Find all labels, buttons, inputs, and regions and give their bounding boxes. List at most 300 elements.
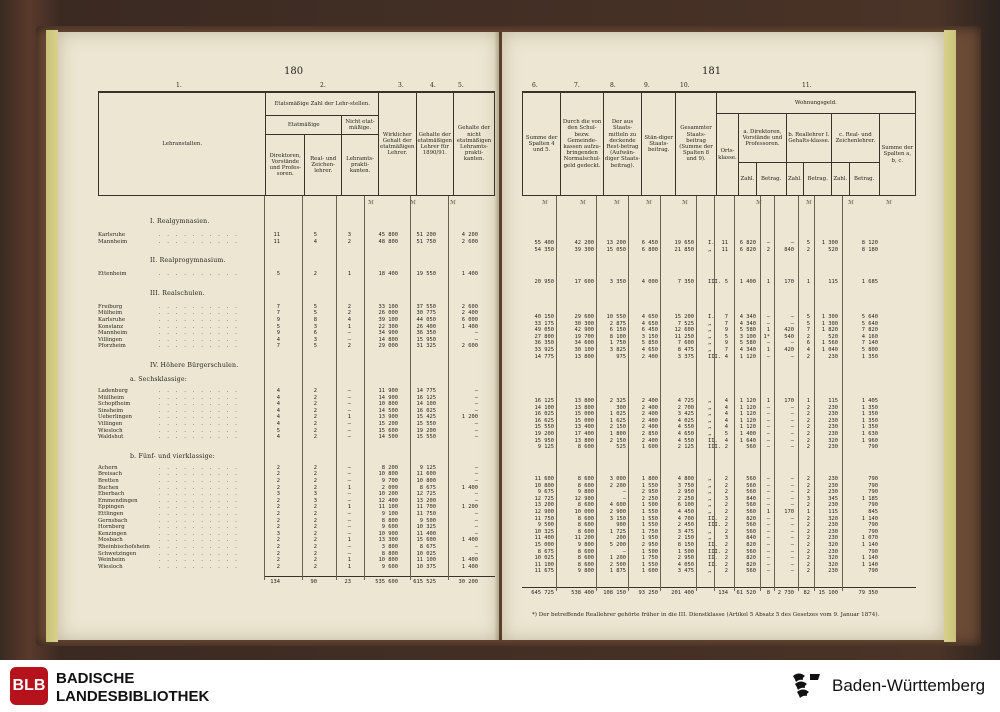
cell-c2a: 3 [276,491,280,498]
cell-c4: 11 700 [416,504,436,511]
column-rule [448,196,449,580]
cell-ab: 5 580 [739,340,756,347]
cell-c2c: — [347,517,351,524]
cell-ab: 820 [746,561,756,568]
cell-c2b: 3 [313,336,317,343]
cell-bz: — [766,437,770,444]
column-rule [660,196,661,591]
cell-c6: 10 325 [534,528,554,535]
cell-c8: 2 900 [609,509,626,515]
cell-cz: 5 [806,240,810,246]
totals-row [502,590,944,597]
cell-c7: 42 900 [574,327,594,334]
cell-bb: — [790,548,794,555]
col-number: 4. [430,82,436,89]
cell-c10: 4 800 [677,476,694,482]
cell-c6: 20 950 [534,279,554,285]
cell-bb: 840 [784,246,794,253]
cell-s: 1 350 [861,404,878,411]
page-edges-right [944,30,956,642]
unit-row [502,200,944,207]
page-number: 181 [702,66,722,77]
cell-c5: 1 200 [461,504,478,511]
cell-c9: 1 800 [641,476,658,482]
cell-c3: 26 000 [378,310,398,317]
school-name: Ettlingen [98,511,124,517]
cell-s: 1 630 [861,431,878,437]
unit-label: ℳ [580,200,586,206]
header-gehalte-nicht-etat: Gehalte der nicht etatmäßigen Lehramts-prakti-kanten. [454,93,495,196]
cell-c9: 2 950 [641,542,658,548]
cell-c10: 12 600 [674,327,694,334]
cell-bz: — [766,353,770,360]
cell-bz: — [766,424,770,431]
cell-bz: — [766,240,770,246]
total-bb: 2 730 [777,590,794,596]
cell-c10: 2 950 [677,555,694,562]
cell-c9: 2 400 [641,411,658,418]
cell-ok: „ [708,320,712,327]
cell-cb: 230 [828,528,838,535]
cell-c9: 5 850 [641,340,658,347]
cell-c5: 2 400 [461,310,478,317]
page-edges-left [46,30,58,642]
cell-cb: 230 [828,535,838,542]
blb-logo[interactable]: BLB [10,667,48,705]
cell-ab: 6 820 [739,240,756,246]
cell-bz: — [766,535,770,542]
cell-c5: 4 200 [461,232,478,238]
cell-c2a: 3 [276,530,280,537]
cell-c9: 2 950 [641,489,658,496]
cell-c3: 9 700 [381,478,398,484]
cell-c5: 1 200 [461,414,478,421]
cell-c5: — [474,421,478,427]
column-rule [336,196,337,580]
cell-s: 1 350 [861,353,878,360]
total-c2a: 134 [270,579,280,586]
cell-cz: 3 [806,495,810,502]
col-number: 9. [644,82,650,89]
cell-c2c: 1 [347,271,351,278]
cell-c4: 9 125 [419,464,436,471]
cell-c3: 10 800 [378,471,398,478]
cell-c4: 14 100 [416,401,436,408]
unit-label: ℳ [756,200,762,206]
cell-c2b: 2 [313,550,317,557]
cell-c2a: 4 [276,388,280,394]
leader-dots: . . . . . . . . . . [158,563,239,570]
cell-c7: 30 100 [574,347,594,353]
cell-c7: 8 600 [577,515,594,522]
cell-cz: 2 [806,502,810,509]
cell-cz: 2 [806,353,810,360]
school-name: Eberbach [98,491,125,498]
section-subtitle: a. Sechsklassige: [130,376,188,383]
cell-ab: 1 400 [739,279,756,285]
cell-c2b: 5 [313,232,317,238]
cell-c10: 7 600 [677,340,694,347]
cell-c2b: 2 [313,504,317,511]
cell-c4: 11 600 [416,471,436,478]
header-gehalte-1890: Gehalte der etatmäßigen Lehrer für 1890/91. [416,93,454,196]
cell-c7: 30 300 [574,320,594,327]
cell-c2b: 5 [313,303,317,310]
cell-c2b: 2 [313,537,317,544]
cell-c2a: 11 [273,232,280,238]
cell-c9: 1 950 [641,535,658,542]
cell-c5: — [474,478,478,484]
cell-c8: 2 150 [609,437,626,444]
left-table-header [98,92,495,196]
cell-c4: 9 500 [419,517,436,524]
leader-dots: . . . . . . . . . . [158,323,239,330]
school-name: Emmendingen [98,497,138,504]
cell-c2b: 2 [313,464,317,471]
cell-c9: 2 400 [641,424,658,431]
leader-dots: . . . . . . . . . . [158,271,239,278]
cell-c2b: 4 [313,238,317,245]
cell-cz: 2 [806,528,810,535]
cell-c6: 55 400 [534,240,554,246]
cell-c8: 13 200 [606,240,626,246]
cell-c2b: 8 [313,317,317,323]
cell-cz: 2 [806,489,810,496]
cell-bz: 1 [766,279,770,285]
cell-c3: 15 200 [378,421,398,427]
leader-dots: . . . . . . . . . . [158,232,239,238]
cell-c2a: 7 [276,303,280,310]
cell-c2b: 2 [313,421,317,427]
cell-c10: 4 550 [677,437,694,444]
leader-dots: . . . . . . . . . . [158,524,239,531]
cell-bz: — [766,404,770,411]
cell-ab: 840 [746,535,756,542]
cell-c2a: 2 [276,504,280,511]
cell-c10: 2 450 [677,522,694,529]
cell-c6: 16 025 [534,411,554,418]
cell-cz: 2 [806,515,810,522]
cell-c2a: 2 [276,484,280,491]
header-gesamt: Gesammter Staats-beitrag (Summe der Spalten 8 und 9). [676,93,716,196]
total-cz: 82 [803,590,810,596]
total-c2c: 23 [344,579,351,586]
cell-ok: „ [708,489,712,496]
cell-c2c: 3 [347,232,351,238]
cell-ok: „ [708,398,712,404]
cell-az: 4 [724,398,728,404]
cell-c4: 10 325 [416,524,436,531]
cell-cb: 1 040 [821,347,838,353]
school-name: Villingen [98,336,123,343]
cell-c3: 10 200 [378,491,398,498]
cell-c4: 44 050 [416,317,436,323]
cell-c2b: 5 [313,343,317,350]
cell-c7: 42 200 [574,240,594,246]
cell-c9: 4 650 [641,314,658,320]
cell-s: 790 [868,476,878,482]
cell-c5: — [474,491,478,498]
header-direktoren: Direktoren, Vorstände und Profes-soren. [266,135,305,196]
cell-bb: — [790,320,794,327]
leader-dots: . . . . . . . . . . [158,238,239,245]
cell-c5: — [474,464,478,471]
cell-bb: — [790,411,794,418]
cell-c8: 3 350 [609,279,626,285]
total-c3: 535 600 [375,579,398,586]
col-number: 3. [398,82,404,89]
cell-s: 7 140 [861,340,878,347]
cell-c8: 2 150 [609,424,626,431]
school-name: Wiesloch [98,563,123,570]
cell-s: 845 [868,509,878,515]
cell-c7: 8 600 [577,502,594,509]
cell-az: 4 [724,437,728,444]
cell-c2c: — [347,491,351,498]
cell-c3: 18 400 [378,271,398,278]
cell-c3: 8 800 [381,517,398,524]
cell-c2c: 4 [347,317,351,323]
cell-bb: — [790,528,794,535]
column-rule [842,196,843,591]
cell-c4: 11 750 [416,511,436,517]
cell-s: 1 185 [861,495,878,502]
cell-c2b: 2 [313,530,317,537]
total-c2b: 90 [310,579,317,586]
cell-c8: 2 325 [609,398,626,404]
total-bz: 8 [766,590,770,596]
cell-c5: 6 000 [461,317,478,323]
cell-ab: 5 580 [739,327,756,334]
cell-c9: 2 400 [641,353,658,360]
cell-c6: 11 100 [534,561,554,568]
leader-dots: . . . . . . . . . . [158,303,239,310]
cell-c2b: 2 [313,388,317,394]
cell-c2b: 2 [313,407,317,414]
cell-c4: 10 025 [416,550,436,557]
cell-c2b: 2 [313,524,317,531]
cell-c2a: 4 [276,414,280,421]
cell-c10: 19 650 [674,240,694,246]
cell-c9: 1 600 [641,444,658,451]
totals-row [58,579,499,586]
cell-c7: 13 800 [574,404,594,411]
cell-c5: 2 600 [461,303,478,310]
cell-ok: „ [708,568,712,575]
cell-ab: 6 820 [739,246,756,253]
cell-bb: — [790,444,794,451]
cell-bb: — [790,535,794,542]
cell-c2a: 11 [273,238,280,245]
cell-az: 9 [724,340,728,347]
cell-c2a: 5 [276,271,280,278]
cell-c7: 8 600 [577,561,594,568]
cell-s: 1 350 [861,411,878,418]
header-schulgeld: Durch die von den Schul-bezw. Gemeinde-kassen aufzu-bringenden Normalschul-geld gedeckt. [561,93,603,196]
cell-cz: 2 [806,522,810,529]
cell-ab: 1 120 [739,417,756,424]
leader-dots: . . . . . . . . . . [158,491,239,498]
cell-cb: 115 [828,279,838,285]
cell-c2b: 2 [313,394,317,401]
cell-c6: 10 025 [534,555,554,562]
col-number: 11. [802,82,812,89]
header-wirklicher-gehalt: Wirklicher Gehalt der etatmäßigen Lehrer. [379,93,417,196]
cell-c3: 10 800 [378,557,398,564]
cell-c2c: 1 [347,414,351,421]
unit-label: ℳ [682,200,688,206]
cell-c5: 1 400 [461,484,478,491]
cell-s: 4 160 [861,333,878,340]
column-rule [714,196,715,591]
cell-c2c: 2 [347,303,351,310]
leader-dots: . . . . . . . . . . [158,427,239,434]
cell-c10: 2 950 [677,489,694,496]
cell-c2a: 4 [276,421,280,427]
cell-bb: 420 [784,347,794,353]
cell-c4: 15 600 [416,537,436,544]
cell-c2c: 2 [347,343,351,350]
cell-c9: 1 550 [641,561,658,568]
cell-c2a: 2 [276,544,280,550]
cell-ok: „ [708,340,712,347]
blb-wordmark[interactable] [56,670,209,706]
cell-c2c: 1 [347,484,351,491]
cell-bb: 540 [784,333,794,340]
cell-cb: 1 560 [821,340,838,347]
leader-dots: . . . . . . . . . . [158,478,239,484]
cell-c2c: — [347,511,351,517]
cell-ok: II. [708,437,718,444]
cell-c3: 33 100 [378,303,398,310]
cell-ab: 820 [746,555,756,562]
cell-az: 5 [724,279,728,285]
cell-ab: 560 [746,509,756,515]
cell-c4: 30 775 [416,310,436,317]
cell-cb: 230 [828,424,838,431]
cell-ok: II. [708,515,718,522]
cell-c2c: 1 [347,504,351,511]
cell-cb: 1 300 [821,240,838,246]
cell-c9: 1 500 [641,502,658,509]
cell-az: 4 [724,424,728,431]
cell-cb: 230 [828,568,838,575]
cell-c9: 6 450 [641,327,658,334]
cell-az: 2 [724,548,728,555]
cell-c2c: — [347,464,351,471]
cell-cz: 2 [806,555,810,562]
cell-c10: 8 475 [677,347,694,353]
cell-s: 790 [868,568,878,575]
cell-ab: 840 [746,495,756,502]
cell-cb: 230 [828,502,838,509]
cell-bb: — [790,431,794,437]
school-name: Ladenburg [98,388,128,394]
school-name: Mannheim [98,238,128,245]
cell-c9: 6 450 [641,240,658,246]
cell-c5: — [474,434,478,441]
cell-c9: 2 400 [641,417,658,424]
cell-c2b: 6 [313,330,317,337]
cell-az: 2 [724,542,728,548]
cell-c9: 2 400 [641,437,658,444]
cell-c9: 1 750 [641,528,658,535]
cell-c2a: 2 [276,537,280,544]
cell-c4: 8 675 [419,484,436,491]
cell-c2c: — [347,434,351,441]
cell-c4: 19 200 [416,427,436,434]
cell-c3: 10 800 [378,401,398,408]
cell-c10: 4 450 [677,509,694,515]
header-staatsmittel: Der aus Staats-mitteln zu deckende Rest-betrag (Aufwän-diger Staats-beitrag). [603,93,641,196]
cell-c3: 9 600 [381,563,398,570]
header-etatmaessige: Etatmäßige [266,116,342,135]
cell-c2b: 3 [313,323,317,330]
cell-ab: 1 120 [739,398,756,404]
cell-c4: 14 775 [416,388,436,394]
cell-bb: — [790,476,794,482]
cell-az: 4 [724,411,728,418]
cell-c6: 8 675 [537,548,554,555]
cell-s: 790 [868,489,878,496]
cell-az: 2 [724,476,728,482]
column-rule [774,196,775,591]
cell-c8: 2 200 [609,482,626,489]
cell-c7: 8 600 [577,555,594,562]
cell-c8: 3 150 [609,515,626,522]
cell-c8: 900 [616,522,626,529]
cell-cb: 520 [828,333,838,340]
cell-s: 8 180 [861,246,878,253]
cell-c4: 26 400 [416,323,436,330]
cell-s: 1 140 [861,561,878,568]
cell-cz: 5 [806,320,810,327]
bw-wordmark[interactable]: Baden-Württemberg [832,676,986,695]
school-name: Villingen [98,421,123,427]
leader-dots: . . . . . . . . . . [158,530,239,537]
leader-dots: . . . . . . . . . . [158,537,239,544]
cell-cz: 2 [806,431,810,437]
cell-c5: 1 400 [461,563,478,570]
cell-c2a: 4 [276,407,280,414]
cell-ok: III. [708,444,721,451]
cell-c8: 1 200 [609,555,626,562]
leader-dots: . . . . . . . . . . [158,421,239,427]
cell-c2a: 4 [276,434,280,441]
cell-c2b: 3 [313,491,317,498]
cell-c7: 8 600 [577,476,594,482]
cell-c8: 3 000 [609,476,626,482]
leader-dots: . . . . . . . . . . [158,414,239,421]
unit-label: ℳ [886,200,892,206]
cell-c2c: 1 [347,323,351,330]
school-name: Bretten [98,478,119,484]
cell-c10: 4 650 [677,431,694,437]
cell-bz: — [766,548,770,555]
table-row [58,271,499,278]
cell-c3: 14 500 [378,434,398,441]
cell-ok: „ [708,347,712,353]
cell-c5: — [474,524,478,531]
total-c7: 538 400 [571,590,594,596]
cell-bb: 170 [784,509,794,515]
cell-ok: „ [708,476,712,482]
cell-ok: „ [708,417,712,424]
cell-c2c: 1 [347,563,351,570]
cell-c2a: 7 [276,310,280,317]
cell-cz: 6 [806,340,810,347]
cell-bz: — [766,522,770,529]
